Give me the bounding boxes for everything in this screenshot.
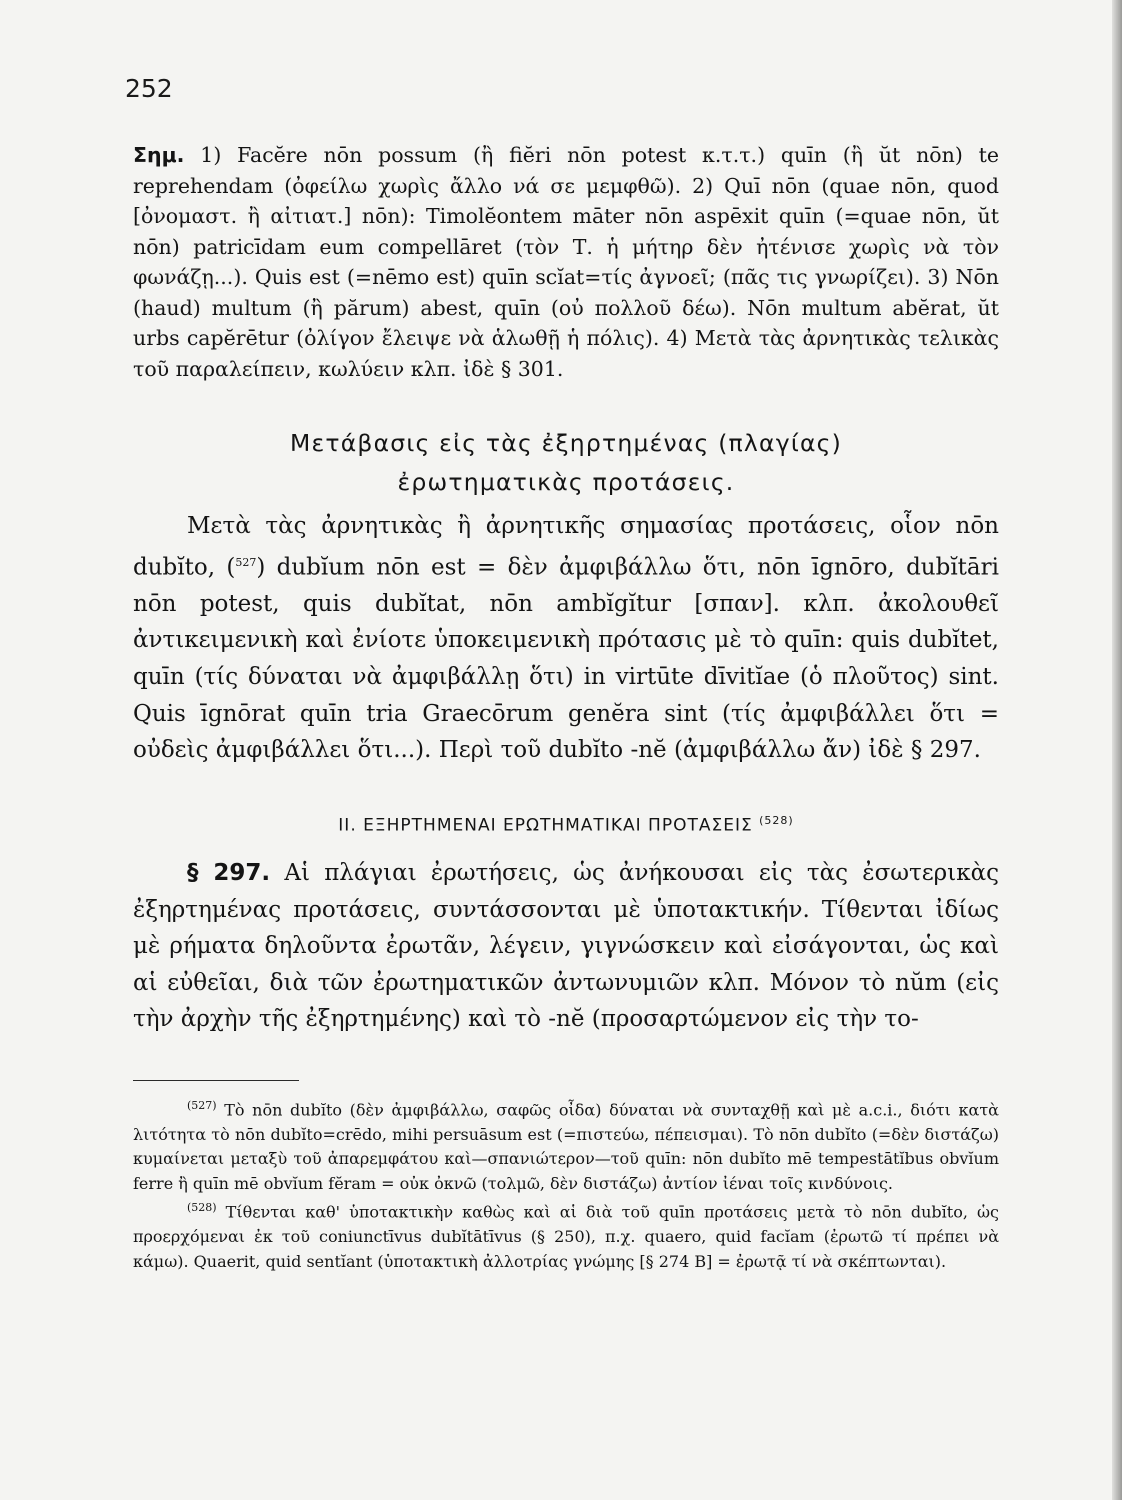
paragraph-297-text bbox=[133, 855, 999, 1038]
main-text-b: ) dubĭum nōn est = δὲν ἀμφιβάλλω ὅτι, nōn īgnōro, dubĭtāri nōn potest, quis dubĭtat, nōn ambĭgĭtur [σπαν]. κλπ. ἀκολουθεῖ ἀντικειμενικὴ καὶ ἐνίοτε ὑποκειμενικὴ πρότασις μὲ τὸ quīn: quis dubĭtet, quīn (τίς δύναται νὰ ἀμφιβάλλῃ ὅτι) in virtūte dīvitĭae (ὁ πλοῦτος) sint. Quis īgnōrat quīn tria Graecōrum genĕra sint (τίς ἀμφιβάλλει ὅτι = οὐδεὶς ἀμφιβάλλει ὅτι...). Περὶ τοῦ dubĭto -nĕ (ἀμφιβάλλω ἄν) ἰδὲ § 297. bbox=[133, 554, 999, 764]
section-heading-line-2: ἐρωτηματικὰς προτάσεις. bbox=[397, 468, 735, 496]
footnote-ref-528: (528) bbox=[759, 814, 794, 827]
section-heading-line-1: Μετάβασις εἰς τὰς ἐξηρτημένας (πλαγίας) bbox=[289, 429, 843, 457]
footnote-ref-527: 527 bbox=[235, 555, 257, 569]
main-paragraph bbox=[133, 508, 999, 769]
footnote-528-text: Τίθενται καθ' ὑποτακτικὴν καθὼς καὶ αἱ διὰ τοῦ quīn προτάσεις μετὰ τὸ nōn dubĭto, ὡς προερχόμεναι ἐκ τοῦ coniunctīvus dubĭtātīvus (§ 250), π.χ. quaero, quid facĭam (ἐρωτῶ τί πρέπει νὰ κάμω). Quaerit, quid sentĭant (ὑποτακτικὴ ἀλλοτρίας γνώμης [§ 274 B] = ἐρωτᾷ τί νὰ σκέπτωνται). bbox=[133, 1202, 1000, 1271]
main-paragraph-text bbox=[133, 508, 999, 769]
footnotes bbox=[133, 1094, 999, 1274]
section-number-297: § 297. bbox=[187, 860, 271, 886]
section-heading bbox=[133, 424, 999, 502]
footnote-528 bbox=[133, 1196, 999, 1274]
paragraph-297 bbox=[133, 855, 999, 1038]
footnote-527-text: Τὸ nōn dubĭto (δὲν ἀμφιβάλλω, σαφῶς οἶδα) δύναται νὰ συνταχθῇ καὶ μὲ a.c.i., διότι κατὰ λιτότητα τὸ nōn dubĭto=crēdo, mihi persuāsum est (=πιστεύω, πέπεισμαι). Τὸ nōn dubĭto (=δὲν διστάζω) κυμαίνεται μεταξὺ τοῦ ἀπαρεμφάτου καὶ—σπανιώτερον—τοῦ quīn: nōn dubĭto mē tempestātĭbus obvĭum ferre ἢ quīn mē obvĭum fĕram = οὐκ ὀκνῶ (τολμῶ, δὲν διστάζω) ἀντίον ἰέναι τοῖς κινδύνοις. bbox=[133, 1100, 999, 1193]
footnote-528-ref: (528) bbox=[187, 1201, 217, 1215]
chapter-heading bbox=[133, 814, 999, 836]
note-paragraph bbox=[133, 140, 999, 384]
page-number: 252 bbox=[125, 74, 173, 103]
page-edge-shadow bbox=[1112, 0, 1122, 1500]
footnote-527 bbox=[133, 1094, 999, 1196]
chapter-title: II. ΕΞΗΡΤΗΜΕΝΑΙ ΕΡΩΤΗΜΑΤΙΚΑΙ ΠΡΟΤΑΣΕΙΣ bbox=[338, 815, 753, 836]
paragraph-297-body: Αἱ πλάγιαι ἐρωτήσεις, ὡς ἀνήκουσαι εἰς τὰς ἐσωτερικὰς ἐξηρτημένας προτάσεις, συντάσσονται μὲ ὑποτακτικήν. Τίθενται ἰδίως μὲ ρήματα δηλοῦντα ἐρωτᾶν, λέγειν, γιγνώσκειν καὶ εἰσάγονται, ὡς καὶ αἱ εὐθεῖαι, διὰ τῶν ἐρωτηματικῶν ἀντωνυμιῶν κλπ. Μόνον τὸ nŭm (εἰς τὴν ἀρχὴν τῆς ἐξηρτημένης) καὶ τὸ -nĕ (προσαρτώμενον εἰς τὴν το- bbox=[133, 860, 999, 1033]
main-text-a: Μετὰ τὰς ἀρνητικὰς ἢ ἀρνητικῆς σημασίας προτάσεις, οἷον nōn dubĭto, ( bbox=[133, 513, 999, 581]
footnote-divider bbox=[133, 1080, 299, 1081]
footnote-527-ref: (527) bbox=[187, 1099, 217, 1112]
note-text: 1) Facĕre nōn possum (ἢ fiĕri nōn potest κ.τ.τ.) quīn (ἢ ŭt nōn) te reprehendam (ὀφείλω χωρὶς ἄλλο νά σε μεμφθῶ). 2) Quī nōn (quae nōn, quod [ὀνομαστ. ἢ αἰτιατ.] nōn): Timolĕontem māter nōn aspēxit quīn (=quae nōn, ŭt nōn) patricīdam eum compellāret (τὸν Τ. ἡ μήτηρ δὲν ἠτένισε χωρὶς νὰ τὸν φωνάζῃ...). Quis est (=nēmo est) quīn scĭat=τίς ἀγνοεῖ; (πᾶς τις γνωρίζει). 3) Nōn (haud) multum (ἢ părum) abest, quīn (οὐ πολλοῦ δέω). Nōn multum abĕrat, ŭt urbs capĕrētur (ὀλίγον ἔλειψε νὰ ἁλωθῇ ἡ πόλις). 4) Μετὰ τὰς ἀρνητικὰς τελικὰς τοῦ παραλείπειν, κωλύειν κλπ. ἰδὲ § 301. bbox=[133, 143, 999, 381]
note-label: Σημ. bbox=[133, 143, 185, 167]
